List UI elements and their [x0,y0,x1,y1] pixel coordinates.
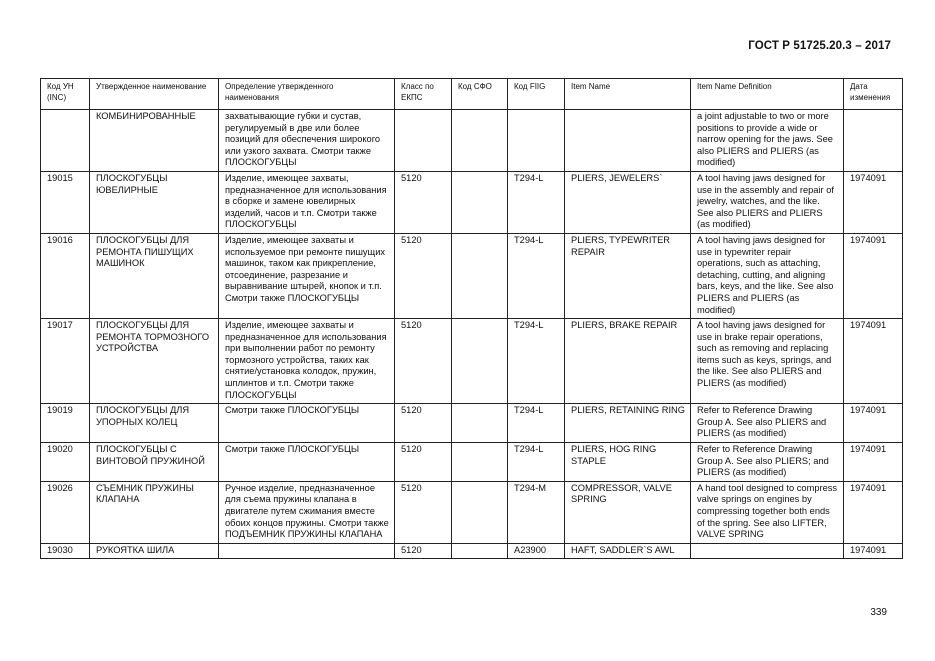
table-row [41,443,903,482]
document-code: ГОСТ Р 51725.20.3 – 2017 [748,40,891,52]
table-row [41,481,903,543]
table-row [41,319,903,404]
cell-date: 1974091 [844,481,903,543]
cell-fiig: T294-L [508,404,565,443]
cell-item-definition [691,543,844,559]
cell-fiig: T294-M [508,481,565,543]
cell-sfo [452,443,508,482]
cell-name: РУКОЯТКА ШИЛА [90,543,219,559]
cell-code: 19019 [41,404,90,443]
cell-name: ПЛОСКОГУБЦЫ С ВИНТОВОЙ ПРУЖИНОЙ [90,443,219,482]
cell-fiig: T294-L [508,171,565,233]
column-header-fiig: Код FIIG [508,79,565,110]
cell-date: 1974091 [844,233,903,318]
catalog-table [40,78,903,559]
cell-class [395,110,452,172]
cell-item-definition: Refer to Reference Drawing Group A. See also PLIERS and PLIERS (as modified) [691,404,844,443]
cell-name: ПЛОСКОГУБЦЫ ЮВЕЛИРНЫЕ [90,171,219,233]
cell-item-definition: a joint adjustable to two or more positions to provide a wide or narrow opening for the jaws. See also PLIERS and PLIERS (as modified) [691,110,844,172]
cell-sfo [452,233,508,318]
cell-code: 19016 [41,233,90,318]
cell-item-definition: A tool having jaws designed for use in brake repair operations, such as removing and replacing items such as keys, springs, and the like. See also PLIERS and PLIERS (as modified) [691,319,844,404]
cell-item-definition: A tool having jaws designed for use in the assembly and repair of jewelry, watches, and the like. See also PLIERS and PLIERS (as modified) [691,171,844,233]
cell-item-name: PLIERS, TYPEWRITER REPAIR [565,233,691,318]
cell-code: 19015 [41,171,90,233]
cell-sfo [452,404,508,443]
cell-class: 5120 [395,404,452,443]
table-row [41,404,903,443]
cell-class: 5120 [395,543,452,559]
cell-definition: Изделие, имеющее захваты, предназначенное для использования в сборке и замене ювелирных изделий, часов и т.п. Смотри также ПЛОСКОГУБЦЫ [219,171,395,233]
cell-item-name [565,110,691,172]
cell-class: 5120 [395,171,452,233]
cell-sfo [452,110,508,172]
cell-class: 5120 [395,443,452,482]
cell-sfo [452,543,508,559]
cell-code: 19020 [41,443,90,482]
cell-definition: Изделие, имеющее захваты и используемое при ремонте пишущих машинок, таком как прикрепление, отсоединение, разрезание и выравнивание штырей, кнопок и т.п. Смотри также ПЛОСКОГУБЦЫ [219,233,395,318]
column-header-date: Дата изменения [844,79,903,110]
cell-fiig: A23900 [508,543,565,559]
cell-fiig: T294-L [508,443,565,482]
cell-item-definition: Refer to Reference Drawing Group A. See also PLIERS; and PLIERS (as modified) [691,443,844,482]
cell-class: 5120 [395,233,452,318]
cell-definition: захватывающие губки и сустав, регулируемый в две или более позиций для обеспечения широкого или узкого захвата. Смотри также ПЛОСКОГУБЦЫ [219,110,395,172]
page-number: 339 [870,607,887,618]
cell-definition [219,543,395,559]
cell-date: 1974091 [844,443,903,482]
cell-code: 19026 [41,481,90,543]
cell-code: 19030 [41,543,90,559]
cell-class: 5120 [395,481,452,543]
cell-sfo [452,319,508,404]
table-row [41,543,903,559]
cell-fiig: T294-L [508,319,565,404]
header-row [41,79,903,110]
cell-name: ПЛОСКОГУБЦЫ ДЛЯ РЕМОНТА ПИШУЩИХ МАШИНОК [90,233,219,318]
cell-fiig [508,110,565,172]
column-header-definition: Определение утвержденного наименования [219,79,395,110]
column-header-class: Класс по ЕКПС [395,79,452,110]
cell-name: ПЛОСКОГУБЦЫ ДЛЯ РЕМОНТА ТОРМОЗНОГО УСТРОЙСТВА [90,319,219,404]
cell-sfo [452,171,508,233]
cell-item-definition: A hand tool designed to compress valve springs on engines by compressing together both ends of the spring. See also LIFTER, VALVE SPRING [691,481,844,543]
cell-date [844,110,903,172]
cell-item-name: COMPRESSOR, VALVE SPRING [565,481,691,543]
cell-name: СЪЕМНИК ПРУЖИНЫ КЛАПАНА [90,481,219,543]
cell-item-name: HAFT, SADDLER`S AWL [565,543,691,559]
table-row [41,233,903,318]
column-header-item-definition: Item Name Definition [691,79,844,110]
cell-code: 19017 [41,319,90,404]
cell-name: ПЛОСКОГУБЦЫ ДЛЯ УПОРНЫХ КОЛЕЦ [90,404,219,443]
cell-definition: Смотри также ПЛОСКОГУБЦЫ [219,404,395,443]
cell-class: 5120 [395,319,452,404]
column-header-item-name: Item Name [565,79,691,110]
cell-date: 1974091 [844,404,903,443]
cell-definition: Смотри также ПЛОСКОГУБЦЫ [219,443,395,482]
cell-item-name: PLIERS, JEWELERS` [565,171,691,233]
cell-item-name: PLIERS, HOG RING STAPLE [565,443,691,482]
cell-date: 1974091 [844,319,903,404]
column-header-code: Код УН (INC) [41,79,90,110]
cell-code [41,110,90,172]
cell-item-name: PLIERS, BRAKE REPAIR [565,319,691,404]
cell-item-name: PLIERS, RETAINING RING [565,404,691,443]
cell-item-definition: A tool having jaws designed for use in typewriter repair operations, such as attaching, detaching, cutting, and aligning bars, keys, and the like. See also PLIERS and PLIERS (as modified) [691,233,844,318]
table-row [41,110,903,172]
cell-date: 1974091 [844,171,903,233]
cell-name: КОМБИНИРОВАННЫЕ [90,110,219,172]
cell-date: 1974091 [844,543,903,559]
cell-sfo [452,481,508,543]
cell-fiig: T294-L [508,233,565,318]
cell-definition: Ручное изделие, предназначенное для съема пружины клапана в двигателе путем сжимания вместе обоих концов пружины. Смотри также ПОДЪЕМНИК ПРУЖИНЫ КЛАПАНА [219,481,395,543]
column-header-name: Утвержденное наименование [90,79,219,110]
table-row [41,171,903,233]
cell-definition: Изделие, имеющее захваты и предназначенное для использования при выполнении работ по ремонту тормозного устройства, таких как снятие/установка колодок, пружин, шплинтов и т.п. Смотри также ПЛОСКОГУБЦЫ [219,319,395,404]
column-header-sfo: Код СФО [452,79,508,110]
